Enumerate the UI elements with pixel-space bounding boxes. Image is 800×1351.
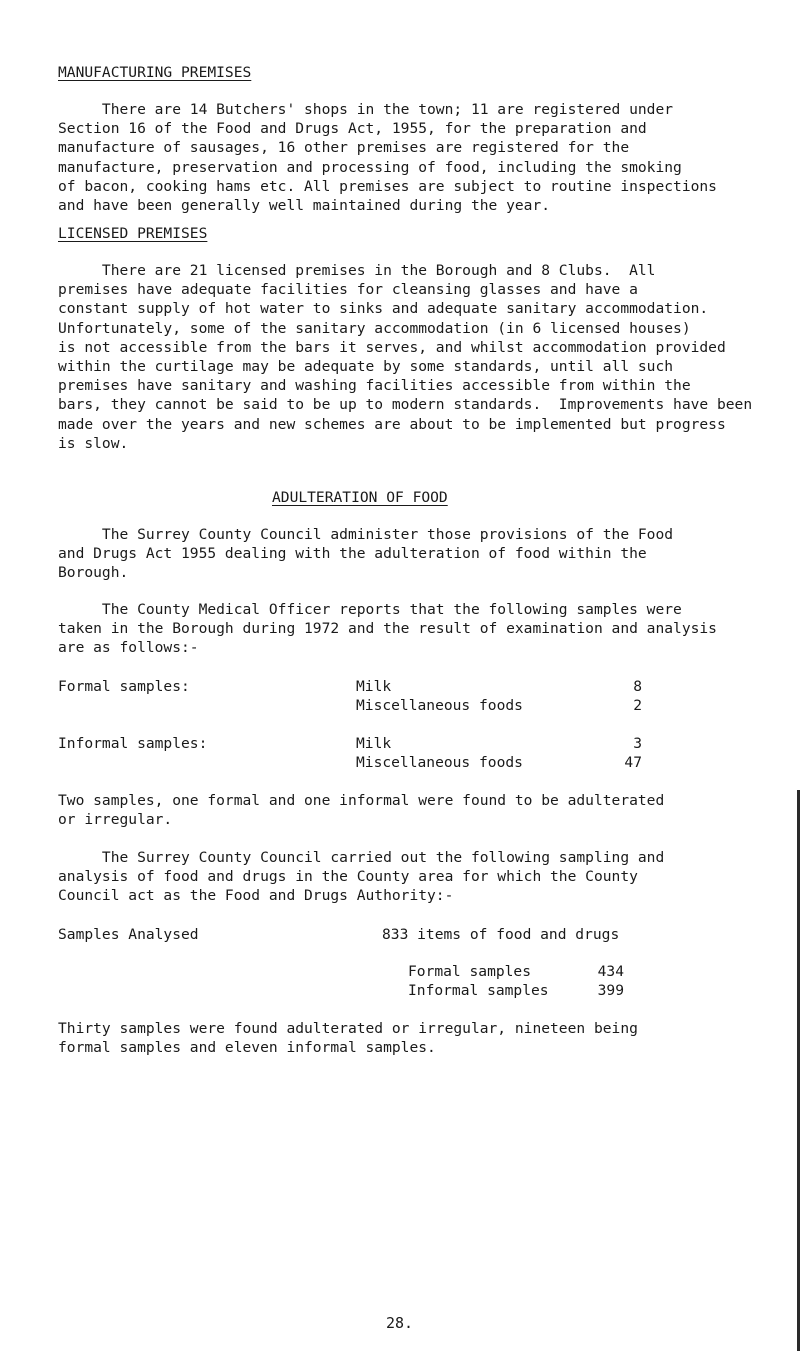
formal-item-name: Milk	[356, 678, 392, 695]
text-line: constant supply of hot water to sinks and adequate sanitary accommodation.	[58, 300, 709, 318]
text-line: premises have sanitary and washing facilities accessible from within the	[58, 377, 691, 395]
samples-analysed-label: Samples Analysed	[58, 926, 199, 943]
licensed-premises-heading: LICENSED PREMISES	[58, 225, 208, 242]
text-line: Section 16 of the Food and Drugs Act, 1955, for the preparation and	[58, 120, 647, 138]
analysed-item-count: 399	[597, 982, 624, 999]
text-line: taken in the Borough during 1972 and the result of examination and analysis	[58, 620, 717, 638]
text-line: of bacon, cooking hams etc. All premises are subject to routine inspections	[58, 177, 717, 195]
manufacturing-premises-heading: MANUFACTURING PREMISES	[58, 64, 252, 81]
page-number: 28.	[386, 1314, 414, 1332]
text-line: is not accessible from the bars it serves, and whilst accommodation provided	[58, 338, 726, 356]
text-line: The Surrey County Council carried out the following sampling and	[58, 849, 665, 866]
text-line: There are 14 Butchers' shops in the town; 11 are registered under	[58, 101, 674, 118]
adulteration-paragraph-3	[58, 791, 788, 829]
adulteration-paragraph-5	[58, 1019, 788, 1057]
text-line: or irregular.	[58, 811, 173, 829]
informal-samples-label: Informal samples:	[58, 735, 208, 752]
text-line: and Drugs Act 1955 dealing with the adulteration of food within the	[58, 545, 647, 563]
text-line: Unfortunately, some of the sanitary accommodation (in 6 licensed houses)	[58, 319, 691, 337]
adulteration-paragraph-1	[58, 525, 788, 583]
text-line: is slow.	[58, 434, 129, 452]
formal-item-count: 2	[633, 697, 642, 714]
text-line: Two samples, one formal and one informal were found to be adulterated	[58, 792, 665, 809]
text-line: There are 21 licensed premises in the Borough and 8 Clubs. All	[58, 262, 656, 279]
text-line: manufacture of sausages, 16 other premises are registered for the	[58, 139, 630, 157]
manufacturing-paragraph	[58, 100, 788, 215]
formal-item-name: Miscellaneous foods	[356, 697, 523, 714]
text-line: analysis of food and drugs in the County area for which the County	[58, 868, 638, 886]
text-line: Thirty samples were found adulterated or irregular, nineteen being	[58, 1020, 638, 1037]
analysed-item-name: Informal samples	[408, 982, 549, 999]
text-line: premises have adequate facilities for cleansing glasses and have a	[58, 281, 638, 299]
text-line: manufacture, preservation and processing of food, including the smoking	[58, 158, 682, 176]
text-line: bars, they cannot be said to be up to modern standards. Improvements have been	[58, 396, 753, 414]
informal-item-name: Milk	[356, 735, 392, 752]
informal-item-name: Miscellaneous foods	[356, 754, 523, 771]
text-line: The County Medical Officer reports that the following samples were	[58, 601, 682, 618]
adulteration-paragraph-4	[58, 848, 788, 906]
text-line: formal samples and eleven informal samples.	[58, 1039, 436, 1057]
adulteration-heading: ADULTERATION OF FOOD	[272, 489, 448, 506]
text-line: within the curtilage may be adequate by some standards, until all such	[58, 358, 674, 376]
licensed-paragraph	[58, 261, 788, 453]
formal-item-count: 8	[633, 678, 642, 695]
analysed-item-count: 434	[597, 963, 624, 980]
text-line: made over the years and new schemes are about to be implemented but progress	[58, 415, 726, 433]
text-line: are as follows:-	[58, 639, 199, 657]
text-line: Council act as the Food and Drugs Authority:-	[58, 887, 454, 905]
formal-samples-label: Formal samples:	[58, 678, 190, 695]
text-line: and have been generally well maintained during the year.	[58, 197, 551, 215]
analysed-item-name: Formal samples	[408, 963, 532, 980]
informal-item-count: 3	[633, 735, 642, 752]
informal-item-count: 47	[624, 754, 642, 771]
adulteration-paragraph-2	[58, 600, 788, 658]
text-line: Borough.	[58, 564, 129, 582]
samples-analysed-total: 833 items of food and drugs	[382, 926, 620, 943]
text-line: The Surrey County Council administer those provisions of the Food	[58, 526, 674, 543]
